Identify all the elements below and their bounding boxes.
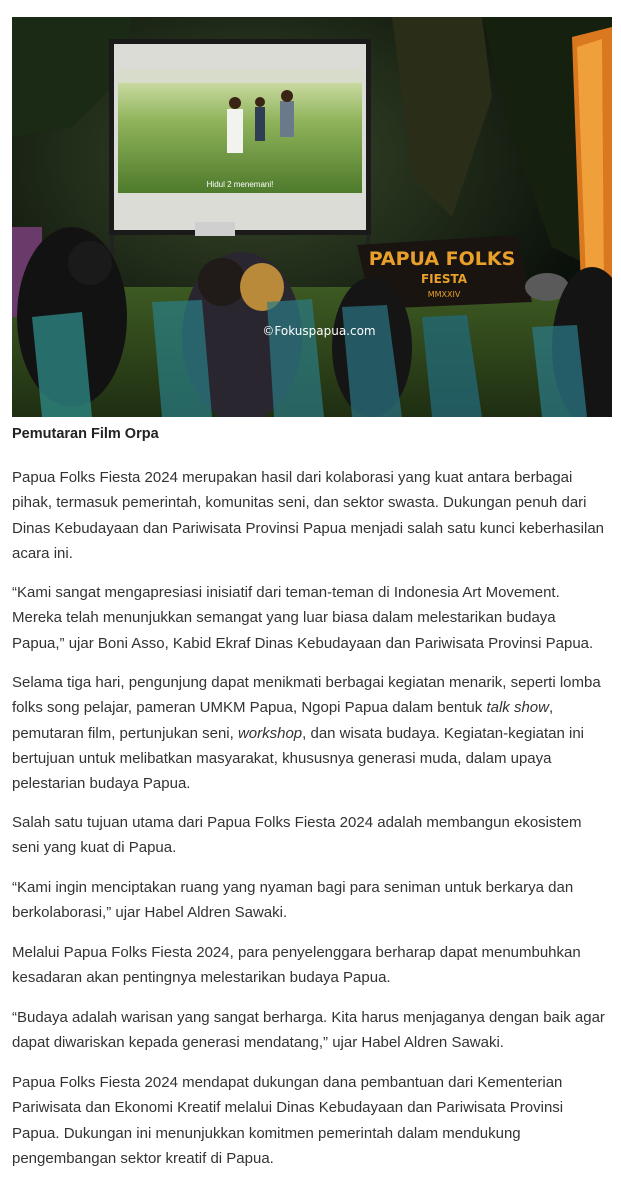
paragraph-3-talk-show: talk show	[486, 699, 549, 717]
sign-year: MMXXIV	[427, 290, 461, 299]
paragraph-3-workshop: workshop	[237, 724, 303, 742]
film-figure	[255, 107, 265, 141]
paragraph-2: “Kami sangat mengapresiasi inisiatif dari teman-teman di Indonesia Art Movement. Mereka telah menunjukkan semangat yang luar biasa dalam melestarikan budaya Papua,” ujar Boni Asso, Kabid Ekraf Dinas Kebudayaan dan Pariwisata Provinsi Papua.	[12, 584, 594, 652]
projector	[195, 222, 235, 236]
paragraph-3-text-c: , dan wisata budaya. Kegiatan-kegiatan ini bertujuan untuk melibatkan masyarakat, khususnya generasi muda, dalam upaya pelestarian budaya Papua.	[12, 724, 585, 793]
article-photo	[12, 17, 612, 417]
sign-subtitle: FIESTA	[420, 272, 468, 286]
sign-title: PAPUA FOLKS	[368, 248, 516, 270]
photo-watermark: ©Fokuspapua.com	[262, 324, 376, 338]
film-figure	[280, 101, 294, 137]
film-screening-illustration	[12, 17, 612, 417]
paragraph-4: Salah satu tujuan utama dari Papua Folks Fiesta 2024 adalah membangun ekosistem seni yang kuat di Papua.	[12, 814, 582, 857]
paragraph-8: Papua Folks Fiesta 2024 mendapat dukungan dana pembantuan dari Kementerian Pariwisata dan Ekonomi Kreatif melalui Dinas Kebudayaan dan Pariwisata Provinsi Papua. Dukungan ini menunjukkan komitmen pemerintah dalam mendukung pengembangan sektor kreatif di Papua.	[12, 1074, 564, 1167]
paragraph-5: “Kami ingin menciptakan ruang yang nyaman bagi para seniman untuk berkarya dan berkolaborasi,” ujar Habel Aldren Sawaki.	[12, 879, 574, 922]
plastic-chair	[32, 312, 92, 417]
paragraph-1: Papua Folks Fiesta 2024 merupakan hasil dari kolaborasi yang kuat antara berbagai pihak, termasuk pemerintah, komunitas seni, dan sektor swasta. Dukungan penuh dari Dinas Kebudayaan dan Pariwisata Provinsi Papua menjadi salah satu kunci keberhasilan acara ini.	[12, 469, 605, 562]
film-subtitle: Hidul 2 menemani!	[206, 180, 274, 189]
film-figure	[227, 109, 243, 153]
paragraph-6: Melalui Papua Folks Fiesta 2024, para penyelenggara berharap dapat menumbuhkan kesadaran akan pentingnya melestarikan budaya Papua.	[12, 944, 581, 987]
plastic-chair	[152, 300, 212, 417]
photo-caption: Pemutaran Film Orpa	[12, 426, 159, 442]
paragraph-3	[12, 670, 612, 796]
paragraph-7: “Budaya adalah warisan yang sangat berharga. Kita harus menjaganya dengan baik agar dapat diwariskan kepada generasi mendatang,” ujar Habel Aldren Sawaki.	[12, 1009, 605, 1052]
paragraph-3-text-a: Selama tiga hari, pengunjung dapat menikmati berbagai kegiatan menarik, seperti lomba folks song pelajar, pameran UMKM Papua, Ngopi Papua dalam bentuk	[12, 674, 601, 717]
paragraph-3-text-b: , pemutaran film, pertunjukan seni,	[12, 699, 554, 742]
